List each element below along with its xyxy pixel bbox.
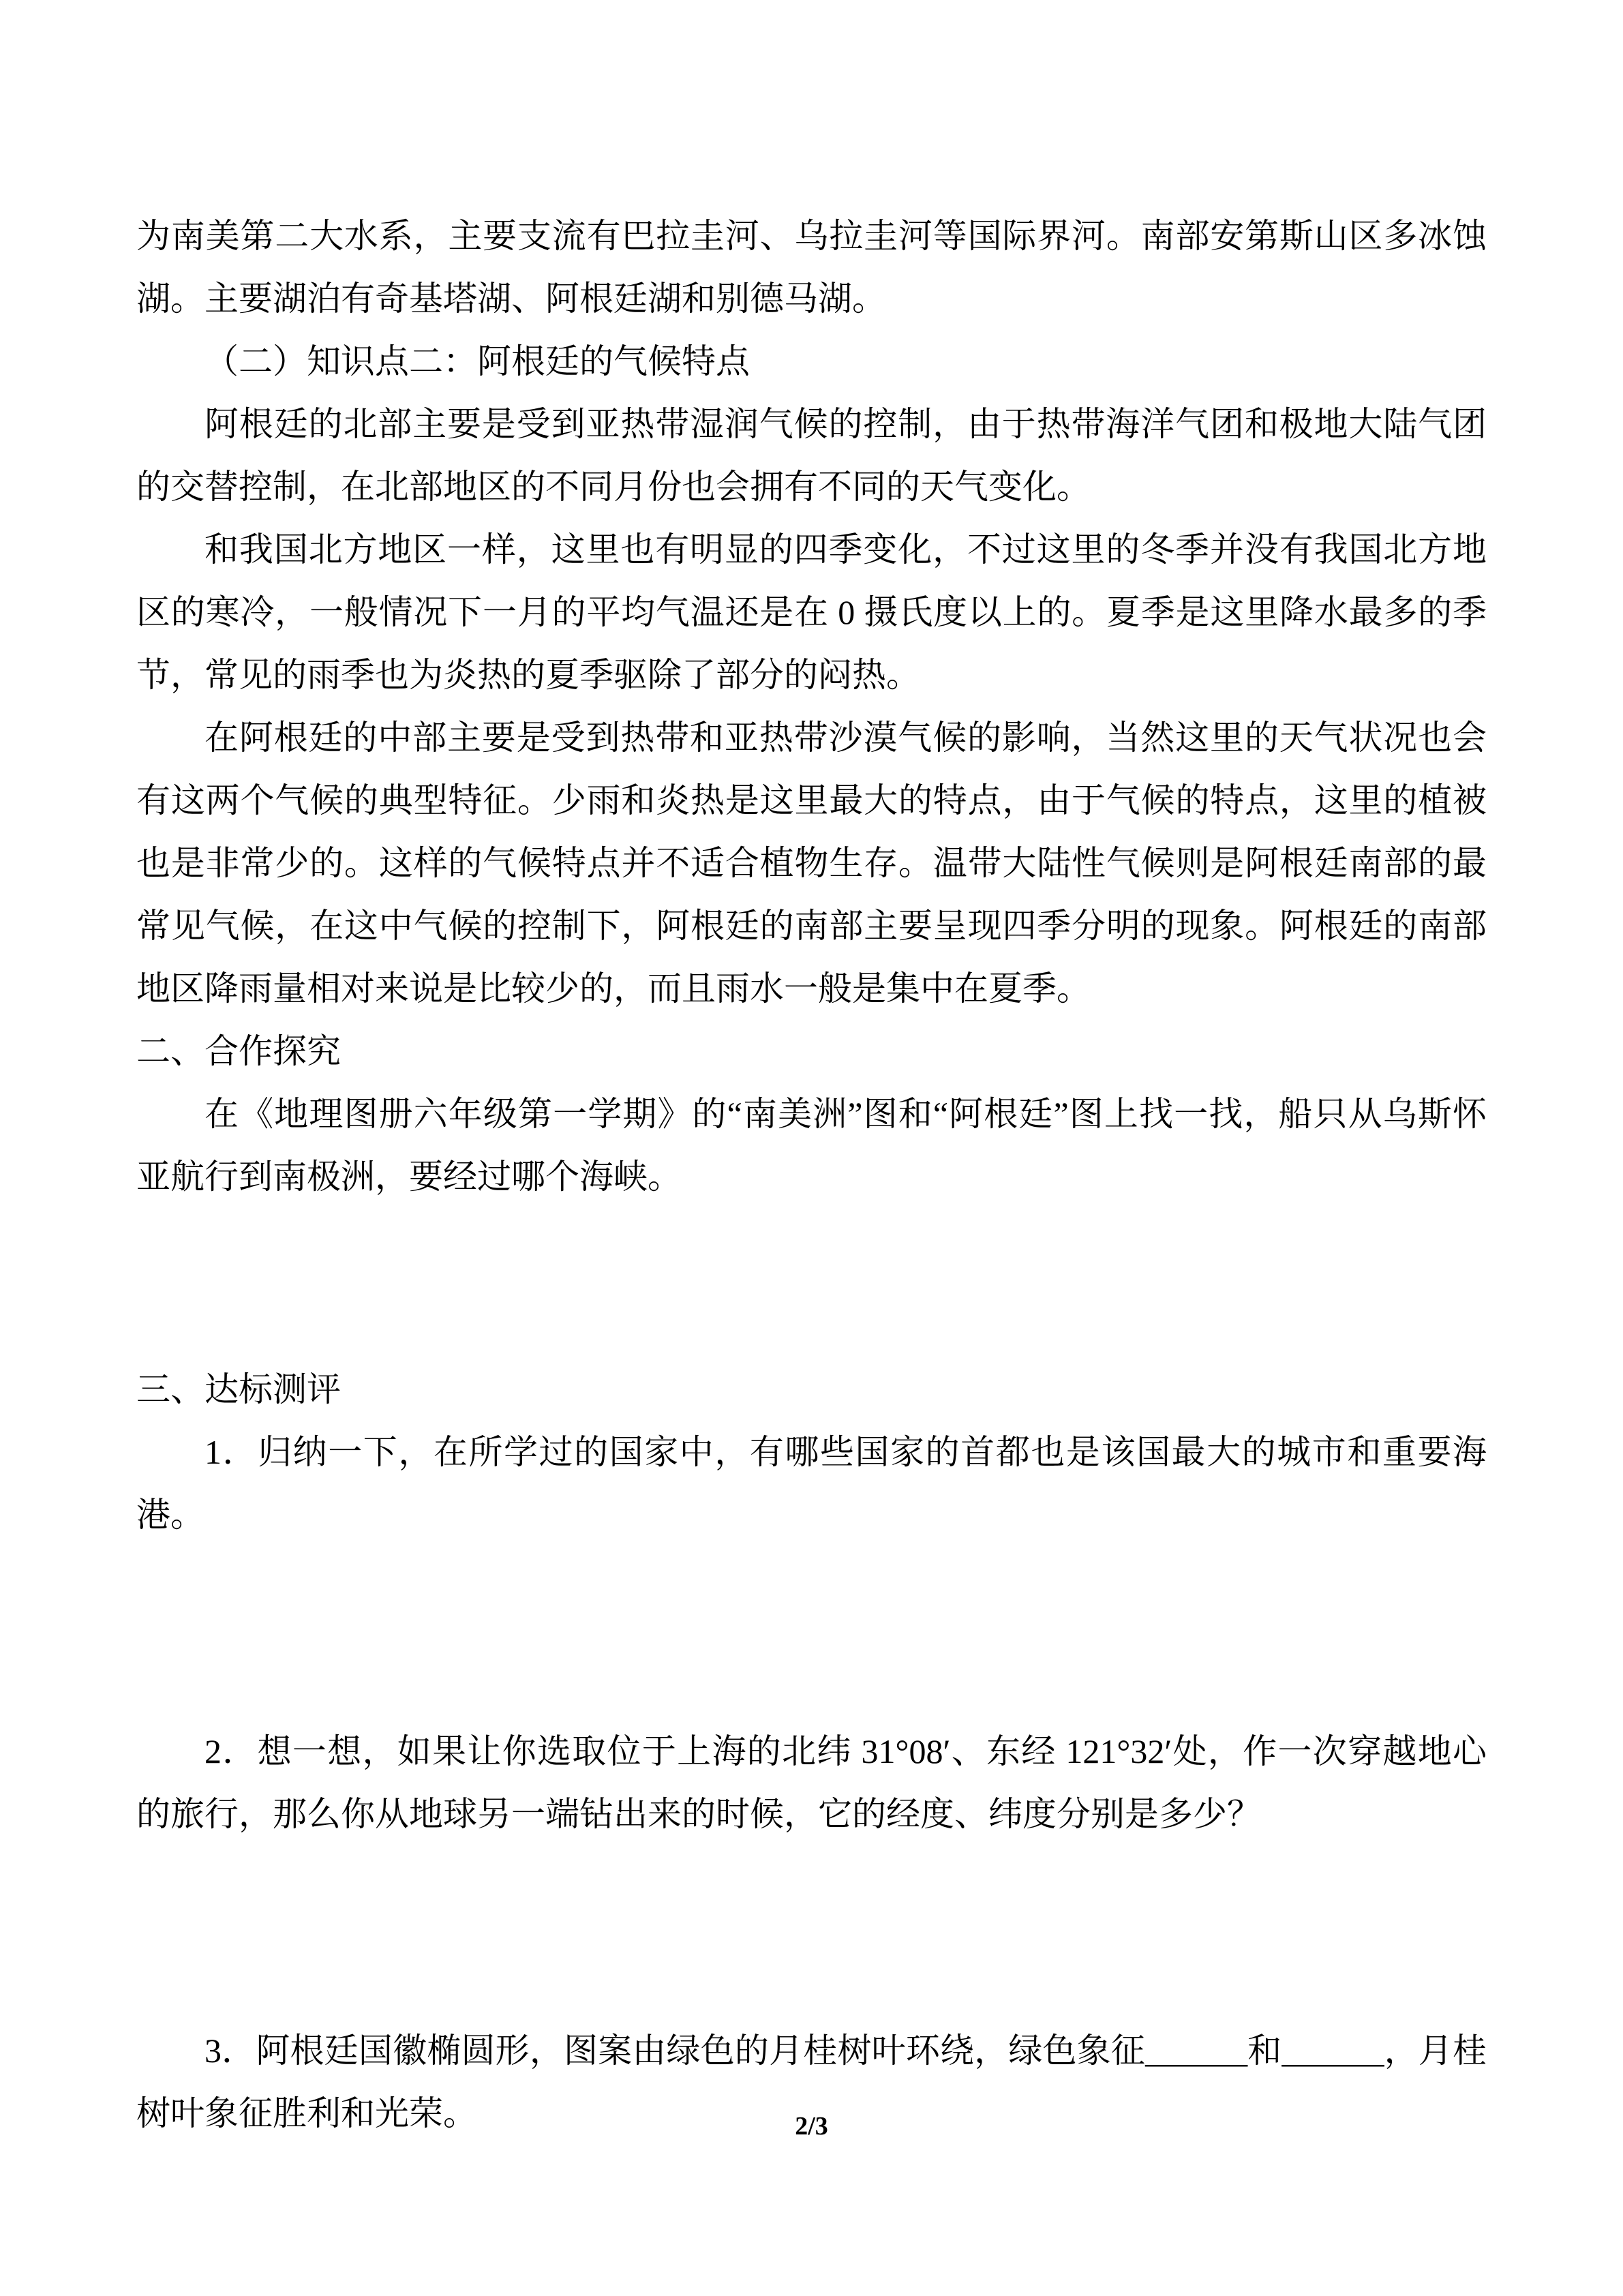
answer-space bbox=[136, 1208, 1487, 1358]
question-1: 1．归纳一下，在所学过的国家中，有哪些国家的首都也是该国最大的城市和重要海港。 bbox=[136, 1433, 1487, 1534]
question-3: 3．阿根廷国徽椭圆形，图案由绿色的月桂树叶环绕，绿色象征______和______，月桂树叶象征胜利和光荣。 bbox=[136, 2031, 1487, 2132]
heading-knowledge-point-2: （二）知识点二：阿根廷的气候特点 bbox=[204, 342, 750, 380]
paragraph-central-south-climate: 在阿根廷的中部主要是受到热带和亚热带沙漠气候的影响，当然这里的天气状况也会有这两个气候的典型特征。少雨和炎热是这里最大的特点，由于气候的特点，这里的植被也是非常少的。这样的气候特点并不适合植物生存。温带大陆性气候则是阿根廷南部的最常见气候，在这中气候的控制下，阿根廷的南部主要呈现四季分明的现象。阿根廷的南部地区降雨量相对来说是比较少的，而且雨水一般是集中在夏季。 bbox=[136, 719, 1487, 1008]
page-number: 2/3 bbox=[795, 2112, 828, 2141]
paragraph-four-seasons: 和我国北方地区一样，这里也有明显的四季变化，不过这里的冬季并没有我国北方地区的寒冷，一般情况下一月的平均气温还是在 0 摄氏度以上的。夏季是这里降水最多的季节，常见的雨季也为炎热的夏季驱除了部分的闷热。 bbox=[136, 530, 1487, 694]
paragraph-inquiry-task: 在《地理图册六年级第一学期》的“南美洲”图和“阿根廷”图上找一找，船只从乌斯怀亚航行到南极洲，要经过哪个海峡。 bbox=[136, 1095, 1487, 1196]
answer-space bbox=[136, 1845, 1487, 2019]
answer-space bbox=[136, 1546, 1487, 1720]
paragraph-north-climate: 阿根廷的北部主要是受到亚热带湿润气候的控制，由于热带海洋气团和极地大陆气团的交替控制，在北部地区的不同月份也会拥有不同的天气变化。 bbox=[136, 405, 1487, 506]
section-heading-cooperative-inquiry: 二、合作探究 bbox=[136, 1032, 341, 1070]
section-heading-assessment: 三、达标测评 bbox=[136, 1370, 341, 1408]
question-2: 2．想一想，如果让你选取位于上海的北纬 31°08′、东经 121°32′处，作一次穿越地心的旅行，那么你从地球另一端钻出来的时候，它的经度、纬度分别是多少？ bbox=[136, 1732, 1487, 1833]
paragraph-river-system-continuation: 为南美第二大水系，主要支流有巴拉圭河、乌拉圭河等国际界河。南部安第斯山区多冰蚀湖。主要湖泊有奇基塔湖、阿根廷湖和别德马湖。 bbox=[136, 217, 1487, 318]
